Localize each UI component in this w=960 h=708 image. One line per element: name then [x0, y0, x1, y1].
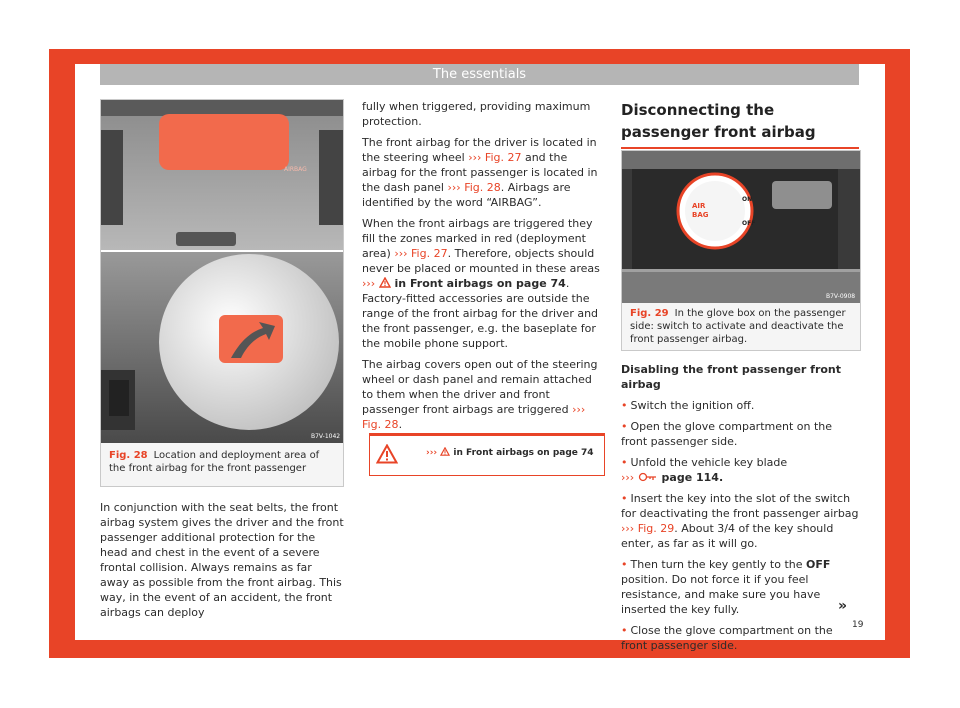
figure-28-photo — [101, 100, 343, 443]
text-run: When the front airbags are triggered they fill the zones marked in red (deployment area) — [362, 217, 593, 260]
list-item — [621, 419, 859, 449]
continue-mark: » — [838, 598, 848, 614]
text-run: and the airbag for the front passenger is located in the dash panel — [362, 151, 598, 194]
key-icon — [638, 472, 658, 482]
warning-box — [369, 433, 605, 476]
list-item-text: Insert the key into the slot of the switch for deactivating the front passenger airbag — [621, 492, 859, 520]
switch-label-off: OFF — [742, 220, 756, 227]
figure-28-caption — [109, 449, 337, 475]
list-item — [621, 623, 859, 653]
list-item-text: page 114. — [657, 471, 724, 484]
list-item — [621, 455, 859, 485]
dashboard-illustration — [101, 100, 343, 443]
list-item-text: Unfold the vehicle key blade — [630, 456, 788, 469]
warning-triangle-icon — [379, 277, 391, 288]
text-run: . Airbags are identified by the word “AIRBAG”. — [362, 181, 571, 209]
figure-28-photo-code: B7V-1042 — [311, 433, 341, 440]
figure-28-caption-text: Location and deployment area of the front airbag for the front passenger — [109, 450, 320, 474]
middle-paragraph-2 — [362, 135, 604, 210]
list-item-text: Switch the ignition off. — [630, 399, 755, 412]
fig-28-link[interactable]: ››› Fig. 28 — [362, 403, 586, 431]
figure-28 — [100, 99, 344, 487]
bullet: • — [621, 399, 628, 412]
figure-29-number: Fig. 29 — [630, 308, 669, 319]
figure-29-photo-code: B7V-0908 — [826, 293, 856, 300]
warning-triangle-icon — [440, 447, 450, 456]
text-run: The airbag covers open out of the steering wheel or dash panel and remain attached to them when the driver and front passenger front airbags are triggered — [362, 358, 598, 416]
off-label: OFF — [806, 558, 831, 571]
switch-label-bag: BAG — [692, 211, 709, 219]
middle-paragraph-3 — [362, 216, 604, 351]
fig-27-link[interactable]: ››› Fig. 27 — [394, 247, 448, 260]
warning-link[interactable]: ››› — [362, 277, 376, 290]
list-item — [621, 491, 859, 551]
fig-27-link[interactable]: ››› Fig. 27 — [468, 151, 522, 164]
switch-label-on: ON — [742, 196, 753, 203]
figure-28-airbag-text: AIRBAG — [284, 166, 307, 173]
subhead: Disabling the front passenger front airbag — [621, 363, 842, 391]
figure-29-caption — [630, 307, 854, 346]
middle-paragraph-1: fully when triggered, providing maximum protection. — [362, 100, 591, 128]
text-run: The front airbag for the driver is located in the steering wheel — [362, 136, 597, 164]
text-run-bold: in Front airbags on page 74 — [390, 277, 566, 290]
figure-29 — [621, 150, 861, 351]
bullet: • — [621, 558, 628, 571]
switch-label-air: AIR — [692, 202, 706, 210]
text-run: . — [398, 418, 403, 431]
list-item-text: Then turn the key gently to the — [630, 558, 806, 571]
list-item-text: position. Do not force it if you feel resistance, and make sure you have inserted the key fully. — [621, 573, 821, 616]
fig-28-link[interactable]: ››› Fig. 28 — [447, 181, 501, 194]
figure-28-number: Fig. 28 — [109, 450, 148, 461]
bullet: • — [621, 492, 628, 505]
list-item-text: . About 3/4 of the key should enter, as far as it will go. — [621, 522, 834, 550]
warning-link[interactable]: ››› — [426, 448, 438, 458]
list-item — [621, 557, 859, 617]
section-title: Disconnecting the passenger front airbag — [621, 99, 859, 149]
bullet: • — [621, 624, 628, 637]
warning-triangle-icon — [376, 444, 398, 464]
page-number: 19 — [852, 620, 864, 630]
text-run: . Factory-fitted accessories are outside the range of the front airbag for the driver and the front passenger, e.g. the baseplate for the mobile phone support. — [362, 277, 599, 350]
bullet: • — [621, 420, 628, 433]
figure-29-caption-text: In the glove box on the passenger side: switch to activate and deactivate the front passenger airbag. — [630, 308, 846, 345]
bullet: • — [621, 456, 628, 469]
list-item-text: Close the glove compartment on the front passenger side. — [621, 624, 833, 652]
key-page-link[interactable]: ››› — [621, 471, 635, 484]
warning-text-run: in Front airbags on page 74 — [450, 448, 594, 458]
middle-column — [362, 99, 604, 438]
list-item-text: Open the glove compartment on the front passenger side. — [621, 420, 833, 448]
text-run: . Therefore, objects should never be placed or mounted in these areas — [362, 247, 600, 275]
warning-text — [426, 447, 594, 458]
middle-paragraph-4 — [362, 357, 604, 432]
figure-29-photo — [622, 151, 860, 303]
list-item — [621, 398, 859, 413]
left-paragraph-1: In conjunction with the seat belts, the front airbag system gives the driver and the front passenger additional protection for the head and chest in the event of a severe frontal collision. Always remains as far away as possible from the front airbag. This way, in the event of an accident, the front airbags can deploy — [100, 501, 344, 619]
header-title: The essentials — [432, 67, 527, 82]
right-column — [621, 362, 859, 659]
left-column — [100, 500, 344, 626]
glovebox-illustration — [622, 151, 860, 303]
header-bar — [100, 64, 859, 85]
fig-29-link[interactable]: ››› Fig. 29 — [621, 522, 675, 535]
